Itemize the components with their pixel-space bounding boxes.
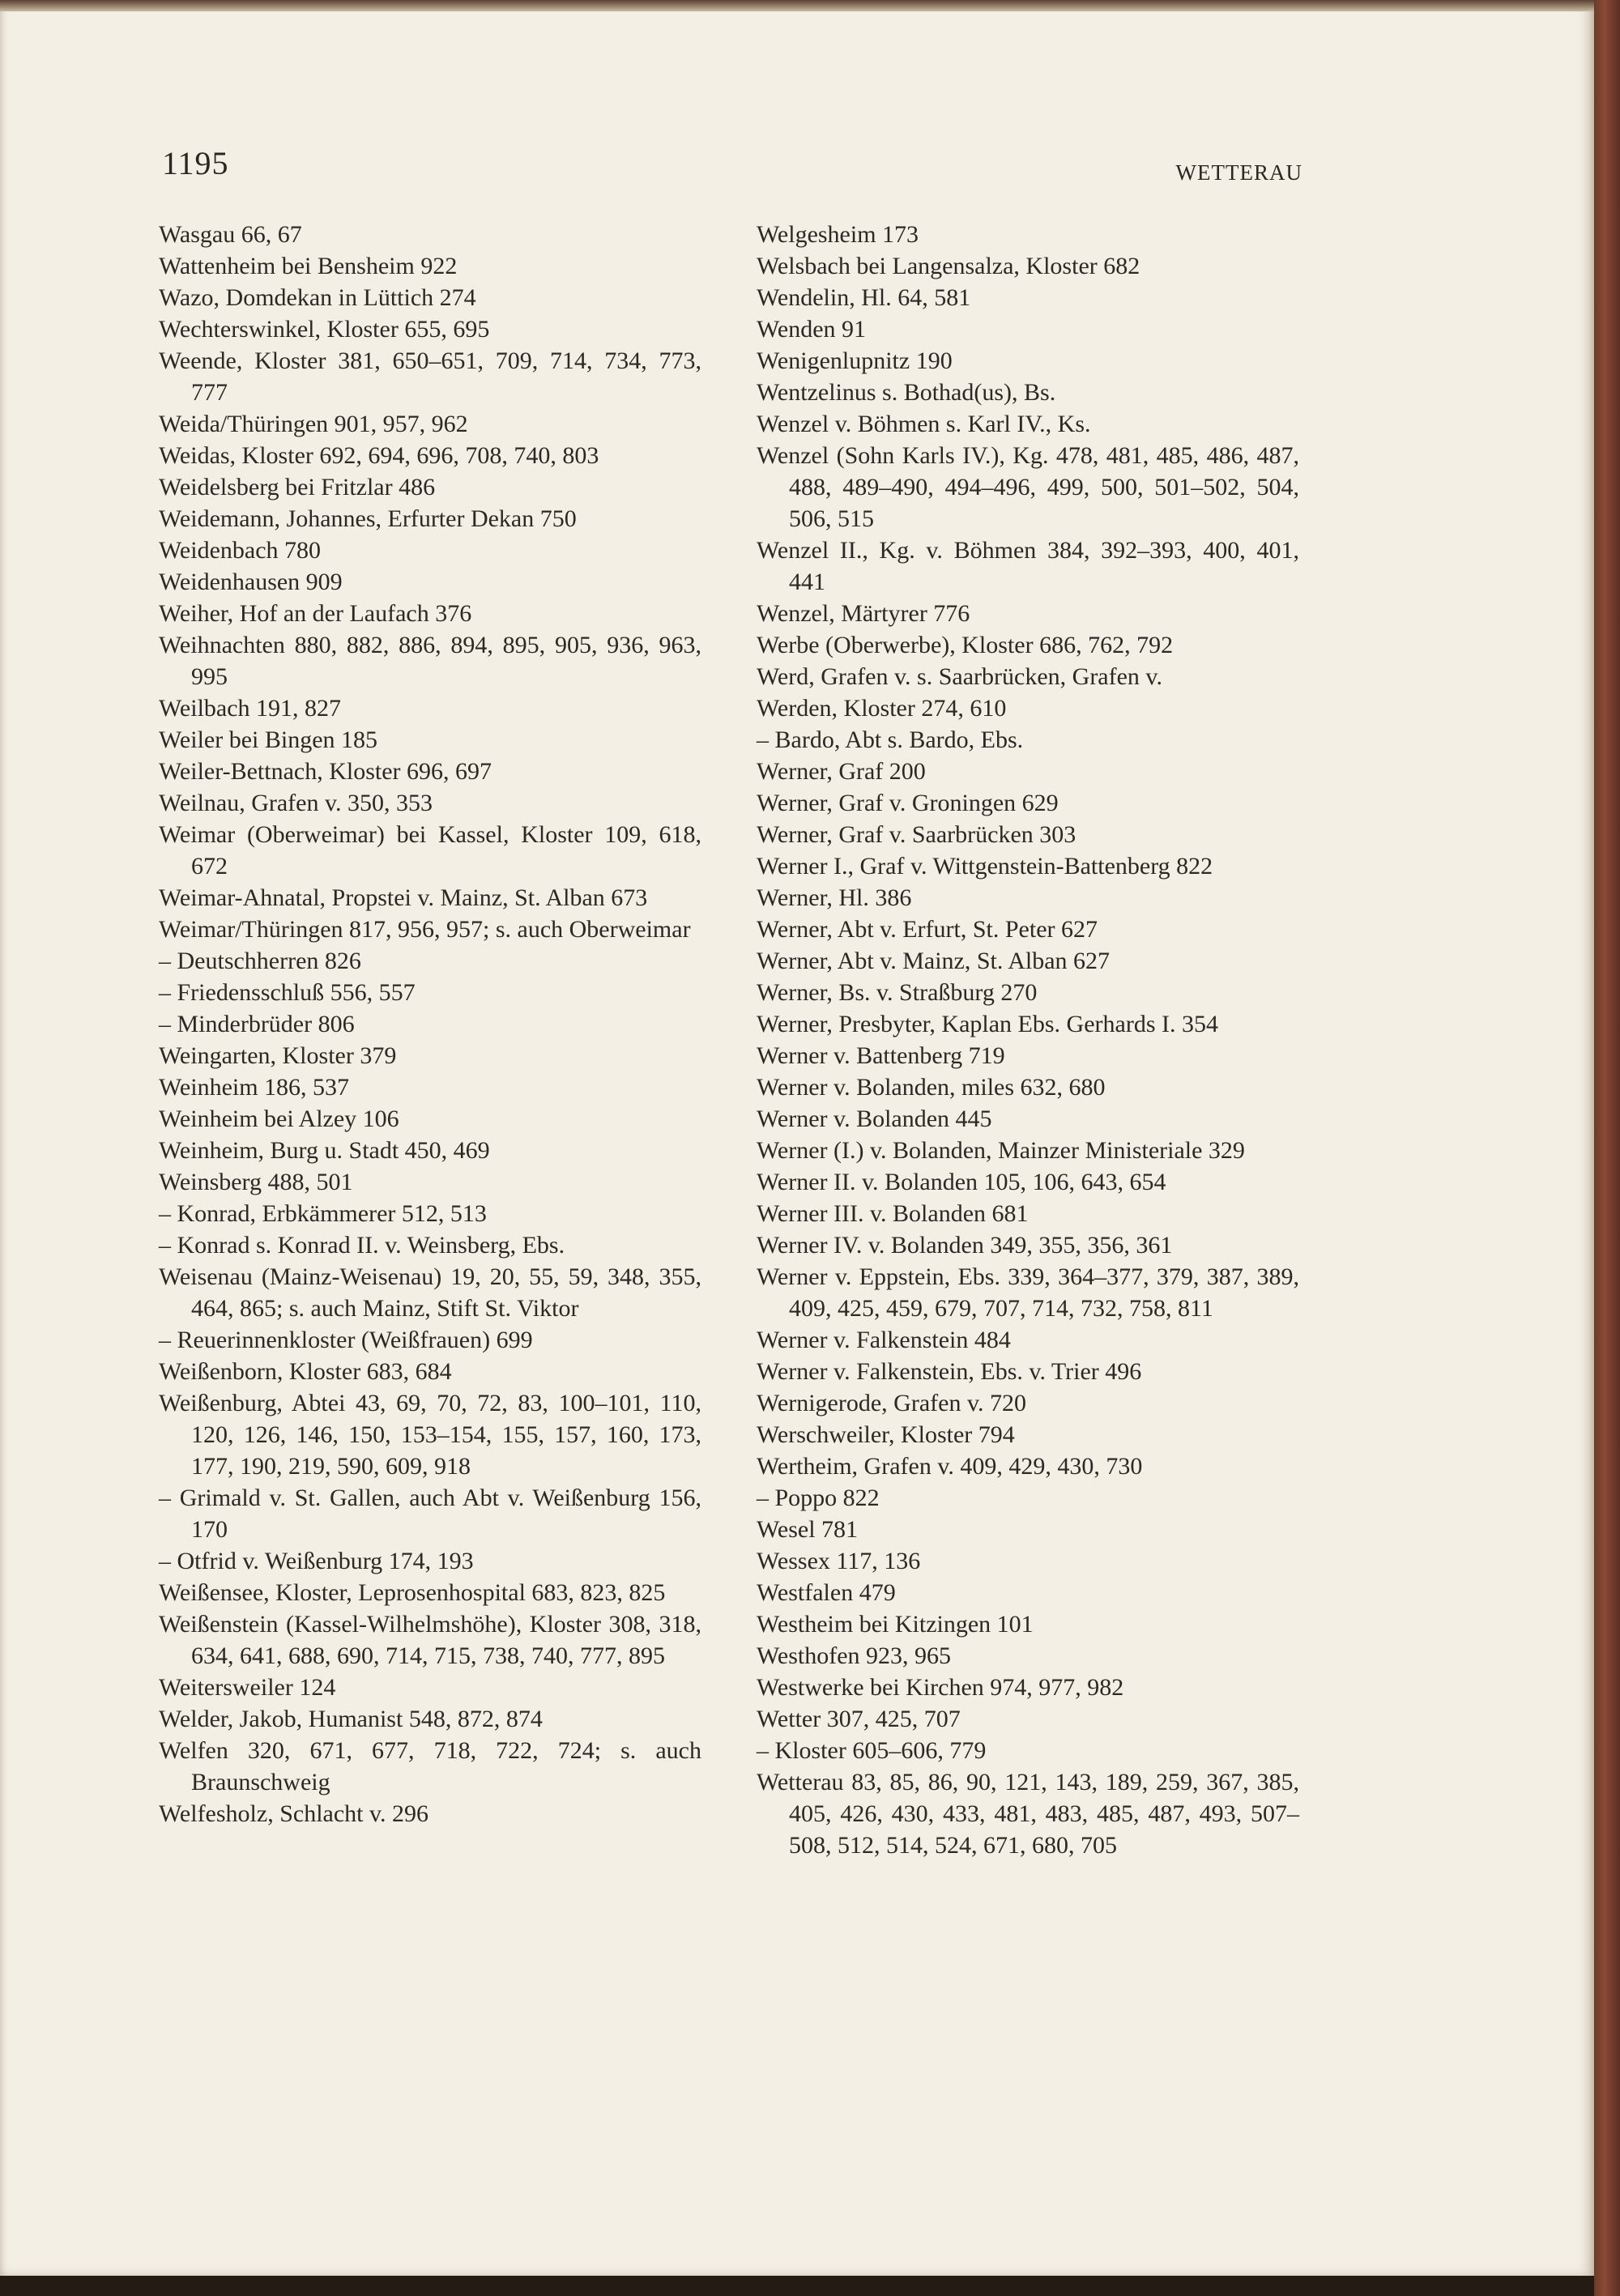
index-entry: Werner v. Falkenstein 484 [757, 1327, 1011, 1353]
index-entry: Werner, Hl. 386 [757, 884, 912, 911]
index-entry: Werner, Bs. v. Straßburg 270 [757, 979, 1038, 1006]
index-entry: Welsbach bei Langensalza, Kloster 682 [757, 253, 1140, 279]
index-entry: Wetterau 83, 85, 86, 90, 121, 143, 189, 259, 367, 385, 405, 426, 430, 433, 481, 483, 485, 487, 493, 507–508, 512, 514, 524, 671, 680, 705 [757, 1769, 1299, 1859]
index-entry: – Otfrid v. Weißenburg 174, 193 [159, 1548, 474, 1574]
index-entry: Weinheim, Burg u. Stadt 450, 469 [159, 1137, 490, 1164]
index-entry: – Bardo, Abt s. Bardo, Ebs. [757, 726, 1024, 753]
index-entry: – Deutschherren 826 [159, 948, 361, 974]
index-entry: Westwerke bei Kirchen 974, 977, 982 [757, 1674, 1124, 1701]
index-entry: Weißenburg, Abtei 43, 69, 70, 72, 83, 100–101, 110, 120, 126, 146, 150, 153–154, 155, 157, 160, 173, 177, 190, 219, 590, 609, 918 [159, 1390, 701, 1480]
index-entry: Wessex 117, 136 [757, 1548, 921, 1574]
index-entry: Weihnachten 880, 882, 886, 894, 895, 905, 936, 963, 995 [159, 632, 701, 690]
index-entry: Weitersweiler 124 [159, 1674, 336, 1701]
index-entry: Welfesholz, Schlacht v. 296 [159, 1800, 429, 1827]
index-entry: Weingarten, Kloster 379 [159, 1042, 397, 1069]
index-entry: – Poppo 822 [757, 1485, 880, 1511]
index-entry: Weidas, Kloster 692, 694, 696, 708, 740, 803 [159, 442, 599, 469]
index-entry: Werner, Presbyter, Kaplan Ebs. Gerhards I. 354 [757, 1011, 1218, 1037]
index-entry: Welfen 320, 671, 677, 718, 722, 724; s. auch Braunschweig [159, 1737, 701, 1795]
index-entry: Wetter 307, 425, 707 [757, 1706, 961, 1732]
index-entry: Werner IV. v. Bolanden 349, 355, 356, 361 [757, 1232, 1173, 1259]
index-entry: – Reuerinnenkloster (Weißfrauen) 699 [159, 1327, 533, 1353]
index-entry: Wenzel, Märtyrer 776 [757, 600, 970, 627]
index-entry: Wertheim, Grafen v. 409, 429, 430, 730 [757, 1453, 1143, 1480]
index-entry: Werner v. Falkenstein, Ebs. v. Trier 496 [757, 1358, 1142, 1385]
index-entry: Weimar-Ahnatal, Propstei v. Mainz, St. Alban 673 [159, 884, 648, 911]
book-binding [1594, 0, 1620, 2296]
index-entry: Werbe (Oberwerbe), Kloster 686, 762, 792 [757, 632, 1174, 658]
index-entry: Wattenheim bei Bensheim 922 [159, 253, 458, 279]
index-entry: Wentzelinus s. Bothad(us), Bs. [757, 379, 1056, 406]
index-entry: Weidenhausen 909 [159, 569, 343, 595]
index-entry: Weidelsberg bei Fritzlar 486 [159, 474, 436, 501]
index-entry: Werner I., Graf v. Wittgenstein-Battenberg 822 [757, 853, 1213, 880]
index-entry: Weiler bei Bingen 185 [159, 726, 378, 753]
index-entry: Westheim bei Kitzingen 101 [757, 1611, 1034, 1638]
index-column-left [159, 219, 701, 1830]
index-entry: – Konrad s. Konrad II. v. Weinsberg, Ebs. [159, 1232, 565, 1259]
index-entry: Weilnau, Grafen v. 350, 353 [159, 790, 433, 816]
index-entry: Wasgau 66, 67 [159, 221, 302, 248]
index-entry: Weida/Thüringen 901, 957, 962 [159, 411, 468, 437]
index-entry: Wernigerode, Grafen v. 720 [757, 1390, 1027, 1416]
index-entry: Wenden 91 [757, 316, 867, 343]
index-entry: Werner, Graf v. Groningen 629 [757, 790, 1059, 816]
index-entry: Wenigenlupnitz 190 [757, 347, 953, 374]
index-entry: Werd, Grafen v. s. Saarbrücken, Grafen v. [757, 663, 1162, 690]
index-entry: Weiler-Bettnach, Kloster 696, 697 [159, 758, 492, 785]
index-entry: Werner, Abt v. Erfurt, St. Peter 627 [757, 916, 1098, 943]
index-entry: Wazo, Domdekan in Lüttich 274 [159, 284, 476, 311]
index-entry: Wesel 781 [757, 1516, 859, 1543]
index-entry: Werner III. v. Bolanden 681 [757, 1200, 1029, 1227]
index-entry: Welgesheim 173 [757, 221, 919, 248]
index-entry: Werner, Graf v. Saarbrücken 303 [757, 821, 1076, 848]
index-entry: Weißenborn, Kloster 683, 684 [159, 1358, 452, 1385]
index-entry: Weinsberg 488, 501 [159, 1169, 353, 1195]
index-entry: Weinheim bei Alzey 106 [159, 1105, 399, 1132]
index-entry: Wechterswinkel, Kloster 655, 695 [159, 316, 490, 343]
page-number: 1195 [162, 145, 229, 181]
index-entry: Werschweiler, Kloster 794 [757, 1421, 1015, 1448]
index-entry: Weiher, Hof an der Laufach 376 [159, 600, 472, 627]
index-entry: Werden, Kloster 274, 610 [757, 695, 1007, 722]
index-entry: Werner (I.) v. Bolanden, Mainzer Ministeriale 329 [757, 1137, 1245, 1164]
index-entry: Wenzel II., Kg. v. Böhmen 384, 392–393, 400, 401, 441 [757, 537, 1299, 595]
index-entry: Wenzel (Sohn Karls IV.), Kg. 478, 481, 485, 486, 487, 488, 489–490, 494–496, 499, 500, 501–502, 504, 506, 515 [757, 442, 1299, 532]
index-entry: Werner v. Bolanden, miles 632, 680 [757, 1074, 1106, 1101]
index-entry: Wendelin, Hl. 64, 581 [757, 284, 971, 311]
index-entry: Weilbach 191, 827 [159, 695, 342, 722]
index-entry: Westfalen 479 [757, 1579, 896, 1606]
index-entry: – Grimald v. St. Gallen, auch Abt v. Weißenburg 156, 170 [159, 1485, 701, 1543]
index-entry: Weidenbach 780 [159, 537, 322, 564]
index-entry: Weende, Kloster 381, 650–651, 709, 714, 734, 773, 777 [159, 347, 701, 406]
index-entry: Welder, Jakob, Humanist 548, 872, 874 [159, 1706, 543, 1732]
index-entry: Werner, Graf 200 [757, 758, 926, 785]
index-entry: Wenzel v. Böhmen s. Karl IV., Ks. [757, 411, 1091, 437]
index-column-right [757, 219, 1299, 1861]
index-entry: Werner II. v. Bolanden 105, 106, 643, 654 [757, 1169, 1166, 1195]
index-entry: Werner v. Battenberg 719 [757, 1042, 1005, 1069]
index-entry: – Minderbrüder 806 [159, 1011, 355, 1037]
index-entry: Werner v. Eppstein, Ebs. 339, 364–377, 379, 387, 389, 409, 425, 459, 679, 707, 714, 732, 758, 811 [757, 1263, 1299, 1322]
index-entry: Weißenstein (Kassel-Wilhelmshöhe), Kloster 308, 318, 634, 641, 688, 690, 714, 715, 738, 740, 777, 895 [159, 1611, 701, 1669]
running-head: WETTERAU [1175, 160, 1302, 185]
index-entry: Westhofen 923, 965 [757, 1642, 952, 1669]
index-entry: Weimar/Thüringen 817, 956, 957; s. auch Oberweimar [159, 916, 691, 943]
page-top-edge [0, 0, 1594, 11]
index-entry: Weidemann, Johannes, Erfurter Dekan 750 [159, 505, 577, 532]
index-entry: – Friedensschluß 556, 557 [159, 979, 416, 1006]
index-entry: Werner v. Bolanden 445 [757, 1105, 992, 1132]
index-entry: Werner, Abt v. Mainz, St. Alban 627 [757, 948, 1111, 974]
index-entry: – Kloster 605–606, 779 [757, 1737, 987, 1764]
index-entry: Weimar (Oberweimar) bei Kassel, Kloster 109, 618, 672 [159, 821, 701, 880]
index-entry: Weisenau (Mainz-Weisenau) 19, 20, 55, 59, 348, 355, 464, 865; s. auch Mainz, Stift St. Viktor [159, 1263, 701, 1322]
index-entry: Weißensee, Kloster, Leprosenhospital 683, 823, 825 [159, 1579, 666, 1606]
index-entry: Weinheim 186, 537 [159, 1074, 350, 1101]
index-entry: – Konrad, Erbkämmerer 512, 513 [159, 1200, 487, 1227]
